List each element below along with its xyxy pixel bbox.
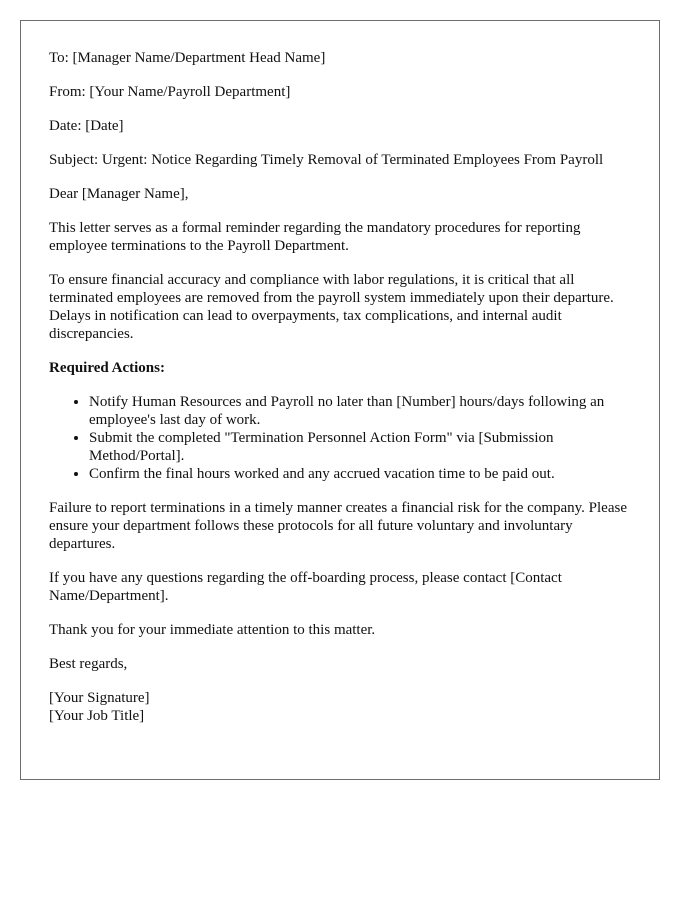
memo-from-line: From: [Your Name/Payroll Department] xyxy=(49,84,291,100)
body-paragraph-intro: This letter serves as a formal reminder regarding the mandatory procedures for reporting employee terminations to the Payroll Department. xyxy=(49,220,581,254)
memo-subject-line: Subject: Urgent: Notice Regarding Timely Removal of Terminated Employees From Payroll xyxy=(49,152,604,168)
required-action-item: • Confirm the final hours worked and any accrued vacation time to be paid out. xyxy=(89,465,631,483)
body-paragraph-contact: If you have any questions regarding the off-boarding process, please contact [Contact Name/Department]. xyxy=(49,570,562,604)
body-paragraph-thanks: Thank you for your immediate attention to this matter. xyxy=(49,622,376,638)
job-title-placeholder: [Your Job Title] xyxy=(49,708,145,724)
required-actions-list xyxy=(49,393,631,483)
body-paragraph-risk: Failure to report terminations in a timely manner creates a financial risk for the company. Please ensure your department follows these protocols for all future voluntary and involuntary departures. xyxy=(49,500,627,552)
required-actions-heading: Required Actions: xyxy=(49,360,165,376)
memo-date-line: Date: [Date] xyxy=(49,118,124,134)
signature-placeholder: [Your Signature] xyxy=(49,690,150,706)
letter-document xyxy=(20,20,660,780)
memo-to-line: To: [Manager Name/Department Head Name] xyxy=(49,50,326,66)
required-action-item: • Submit the completed "Termination Personnel Action Form" via [Submission Method/Portal]. xyxy=(89,429,631,465)
salutation: Dear [Manager Name], xyxy=(49,186,189,202)
body-paragraph-compliance: To ensure financial accuracy and compliance with labor regulations, it is critical that all terminated employees are removed from the payroll system immediately upon their departure. Delays in notification can lead to overpayments, tax complications, and internal audit discrepancies. xyxy=(49,272,614,342)
signature-block xyxy=(49,689,631,725)
required-action-item: • Notify Human Resources and Payroll no later than [Number] hours/days following an employee's last day of work. xyxy=(89,393,631,429)
closing: Best regards, xyxy=(49,656,128,672)
